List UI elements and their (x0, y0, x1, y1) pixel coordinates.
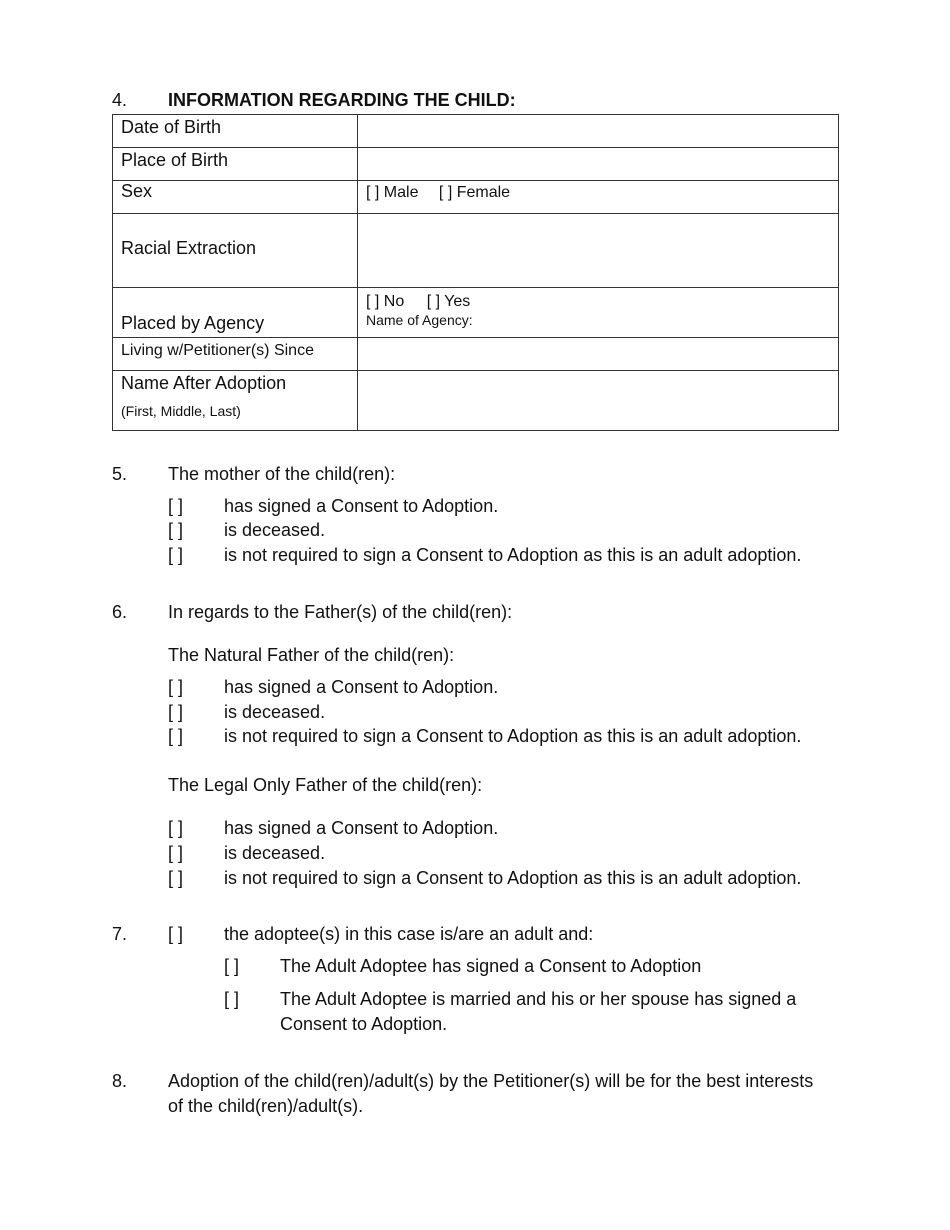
row-place-of-birth (113, 148, 839, 181)
section-5-text: The mother of the child(ren): (168, 464, 396, 484)
mother-option-2-text: is deceased. (224, 520, 326, 540)
living-since-field[interactable] (358, 338, 839, 371)
legal-father-option-3-checkbox[interactable]: [ ] (168, 868, 184, 888)
name-after-adoption-label: Name After Adoption (121, 373, 287, 393)
place-of-birth-field[interactable] (358, 148, 839, 181)
row-date-of-birth (113, 115, 839, 148)
natural-father-option-3-text: is not required to sign a Consent to Adoption as this is an adult adoption. (224, 726, 802, 746)
mother-option-3-checkbox[interactable]: [ ] (168, 545, 184, 565)
adult-consent-text: The Adult Adoptee has signed a Consent to Adoption (280, 956, 702, 976)
sex-female-checkbox[interactable]: [ ] Female (438, 184, 511, 201)
section-8-text-line-1: Adoption of the child(ren)/adult(s) by the Petitioner(s) will be for the best interests (168, 1071, 814, 1091)
section-4-number: 4. (112, 90, 128, 110)
section-8-number: 8. (112, 1071, 128, 1091)
natural-father-option-1-checkbox[interactable]: [ ] (168, 677, 184, 697)
name-after-adoption-field[interactable] (358, 371, 839, 431)
section-4-title: INFORMATION REGARDING THE CHILD: (168, 90, 516, 110)
natural-father-option-3-checkbox[interactable]: [ ] (168, 726, 184, 746)
section-8-text-line-2: of the child(ren)/adult(s). (168, 1096, 364, 1116)
natural-father-option-1-text: has signed a Consent to Adoption. (224, 677, 499, 697)
adult-consent-checkbox[interactable]: [ ] (224, 956, 240, 976)
section-7-text: the adoptee(s) in this case is/are an adult and: (224, 924, 594, 944)
section-5-number: 5. (112, 464, 128, 484)
legal-father-option-1-checkbox[interactable]: [ ] (168, 818, 184, 838)
date-of-birth-field[interactable] (358, 115, 839, 148)
row-name-after-adoption (113, 371, 839, 431)
placed-by-agency-field (358, 288, 839, 338)
date-of-birth-label: Date of Birth (113, 115, 358, 148)
mother-option-3-text: is not required to sign a Consent to Adoption as this is an adult adoption. (224, 545, 802, 565)
name-after-adoption-cell (113, 371, 358, 431)
section-6-text: In regards to the Father(s) of the child(ren): (168, 602, 513, 622)
row-placed-by-agency (113, 288, 839, 338)
name-after-adoption-sublabel: (First, Middle, Last) (121, 403, 241, 419)
mother-option-1-text: has signed a Consent to Adoption. (224, 496, 499, 516)
spouse-consent-text-line-2: Consent to Adoption. (280, 1014, 448, 1034)
legal-father-option-3-text: is not required to sign a Consent to Adoption as this is an adult adoption. (224, 868, 802, 888)
spouse-consent-text-line-1: The Adult Adoptee is married and his or her spouse has signed a (280, 989, 797, 1009)
natural-father-heading: The Natural Father of the child(ren): (168, 645, 455, 665)
legal-father-heading: The Legal Only Father of the child(ren): (168, 775, 483, 795)
agency-yes-checkbox[interactable]: [ ] Yes (426, 293, 471, 310)
racial-extraction-field[interactable] (358, 214, 839, 288)
section-7-number: 7. (112, 924, 128, 944)
legal-father-option-1-text: has signed a Consent to Adoption. (224, 818, 499, 838)
row-racial-extraction (113, 214, 839, 288)
row-sex (113, 181, 839, 214)
natural-father-option-2-text: is deceased. (224, 702, 326, 722)
racial-extraction-label: Racial Extraction (113, 214, 358, 288)
agency-no-checkbox[interactable]: [ ] No (366, 293, 405, 310)
place-of-birth-label: Place of Birth (113, 148, 358, 181)
legal-father-option-2-checkbox[interactable]: [ ] (168, 843, 184, 863)
section-6-number: 6. (112, 602, 128, 622)
sex-male-checkbox[interactable]: [ ] Male (366, 184, 419, 201)
natural-father-option-2-checkbox[interactable]: [ ] (168, 702, 184, 722)
mother-option-1-checkbox[interactable]: [ ] (168, 496, 184, 516)
spouse-consent-checkbox[interactable]: [ ] (224, 989, 240, 1009)
legal-father-option-2-text: is deceased. (224, 843, 326, 863)
adult-adoptee-checkbox[interactable]: [ ] (168, 924, 184, 944)
living-since-label: Living w/Petitioner(s) Since (113, 338, 358, 371)
child-info-table (112, 114, 839, 431)
mother-option-2-checkbox[interactable]: [ ] (168, 520, 184, 540)
agency-name-label: Name of Agency: (366, 312, 473, 328)
placed-by-agency-label: Placed by Agency (113, 288, 358, 338)
sex-label: Sex (113, 181, 358, 214)
row-living-since (113, 338, 839, 371)
sex-field (358, 181, 839, 214)
